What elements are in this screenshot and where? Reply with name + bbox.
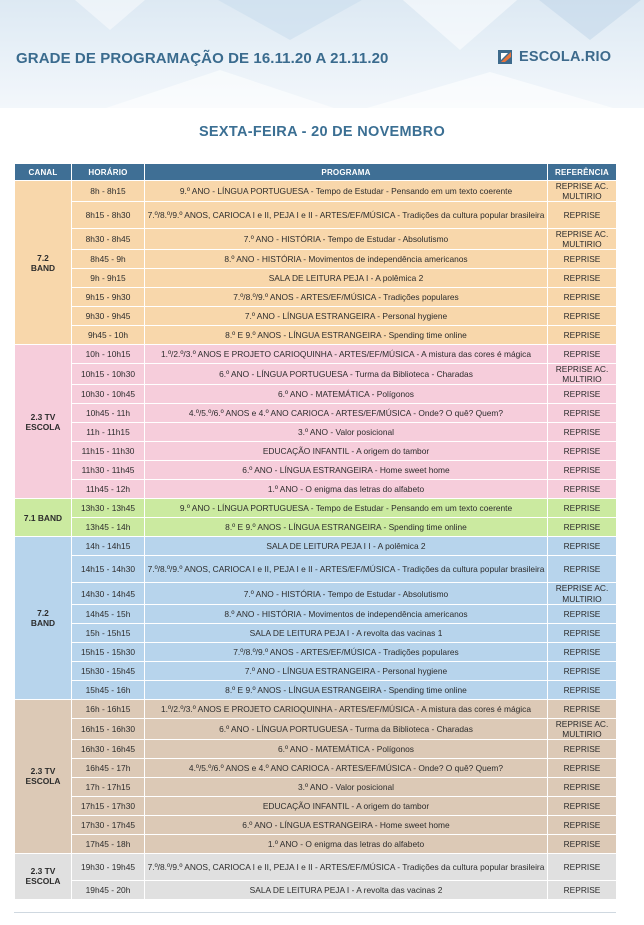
time-cell: 8h - 8h15 — [72, 181, 145, 202]
time-cell: 14h30 - 14h45 — [72, 583, 145, 604]
table-row — [15, 385, 617, 404]
reference-cell: REPRISE — [548, 202, 617, 229]
reference-cell: REPRISE — [548, 250, 617, 269]
reference-cell: REPRISE — [548, 385, 617, 404]
time-cell: 19h30 - 19h45 — [72, 853, 145, 880]
program-cell: 6.º ANO - MATEMÁTICA - Polígonos — [145, 739, 548, 758]
escola-rio-logo — [498, 46, 611, 68]
program-cell: 7.º/8.º/9.º ANOS, CARIOCA I e II, PEJA I e II - ARTES/EF/MÚSICA - Tradições da cultura popular brasileira — [145, 556, 548, 583]
canal-cell — [15, 181, 72, 345]
time-cell: 16h45 - 17h — [72, 758, 145, 777]
reference-cell: REPRISE — [548, 699, 617, 718]
time-cell: 11h45 - 12h — [72, 480, 145, 499]
table-row — [15, 269, 617, 288]
table-row — [15, 604, 617, 623]
canal-cell — [15, 853, 72, 899]
time-cell: 16h - 16h15 — [72, 699, 145, 718]
time-cell: 14h - 14h15 — [72, 537, 145, 556]
time-cell: 8h45 - 9h — [72, 250, 145, 269]
canal-number: 7.2 — [37, 252, 49, 263]
program-cell: SALA DE LEITURA PEJA I I - A polêmica 2 — [145, 537, 548, 556]
logo-text: ESCOLA.RIO — [519, 49, 612, 65]
program-cell: 8.º E 9.º ANOS - LÍNGUA ESTRANGEIRA - Spending time online — [145, 680, 548, 699]
time-cell: 15h30 - 15h45 — [72, 661, 145, 680]
table-row — [15, 518, 617, 537]
table-row — [15, 815, 617, 834]
time-cell: 9h30 - 9h45 — [72, 307, 145, 326]
reference-cell: REPRISE — [548, 537, 617, 556]
time-cell: 13h45 - 14h — [72, 518, 145, 537]
program-cell: 6.º ANO - LÍNGUA PORTUGUESA - Turma da Biblioteca - Charadas — [145, 718, 548, 739]
program-cell: 7.º ANO - LÍNGUA ESTRANGEIRA - Personal hygiene — [145, 307, 548, 326]
reference-cell: REPRISE — [548, 642, 617, 661]
reference-cell: REPRISE — [548, 404, 617, 423]
reference-cell: REPRISE AC. MULTIRIO — [548, 583, 617, 604]
program-cell: 8.º E 9.º ANOS - LÍNGUA ESTRANGEIRA - Spending time online — [145, 518, 548, 537]
header-decoration — [40, 0, 180, 30]
reference-cell: REPRISE — [548, 758, 617, 777]
reference-cell: REPRISE — [548, 499, 617, 518]
time-cell: 10h - 10h15 — [72, 345, 145, 364]
table-row — [15, 583, 617, 604]
header-decoration — [360, 72, 620, 108]
reference-cell: REPRISE — [548, 796, 617, 815]
program-cell: 4.º/5.º/6.º ANOS e 4.º ANO CARIOCA - ARTES/EF/MÚSICA - Onde? O quê? Quem? — [145, 404, 548, 423]
canal-number: 7.1 BAND — [23, 512, 63, 523]
canal-number: 7.2 — [37, 607, 49, 618]
reference-cell: REPRISE — [548, 518, 617, 537]
time-cell: 13h30 - 13h45 — [72, 499, 145, 518]
time-cell: 15h45 - 16h — [72, 680, 145, 699]
table-row — [15, 229, 617, 250]
table-row — [15, 556, 617, 583]
program-cell: SALA DE LEITURA PEJA I - A revolta das vacinas 1 — [145, 623, 548, 642]
table-row — [15, 718, 617, 739]
header-decoration — [100, 70, 340, 108]
table-row — [15, 364, 617, 385]
time-cell: 11h30 - 11h45 — [72, 461, 145, 480]
program-cell: 7.º ANO - HISTÓRIA - Tempo de Estudar - Absolutismo — [145, 583, 548, 604]
program-cell: 3.º ANO - Valor posicional — [145, 777, 548, 796]
canal-cell — [15, 345, 72, 499]
header-decoration — [520, 0, 644, 40]
table-row — [15, 202, 617, 229]
table-row — [15, 834, 617, 853]
program-cell: EDUCAÇÃO INFANTIL - A origem do tambor — [145, 442, 548, 461]
reference-cell: REPRISE — [548, 307, 617, 326]
program-cell: 6.º ANO - LÍNGUA PORTUGUESA - Turma da Biblioteca - Charadas — [145, 364, 548, 385]
program-cell: 1.º/2.º/3.º ANOS E PROJETO CARIOQUINHA - ARTES/EF/MÚSICA - A mistura das cores é mágica — [145, 345, 548, 364]
table-row — [15, 739, 617, 758]
table-row — [15, 345, 617, 364]
reference-cell: REPRISE — [548, 880, 617, 899]
reference-cell: REPRISE — [548, 853, 617, 880]
table-row — [15, 796, 617, 815]
time-cell: 15h15 - 15h30 — [72, 642, 145, 661]
program-cell: EDUCAÇÃO INFANTIL - A origem do tambor — [145, 796, 548, 815]
canal-name: BAND — [30, 618, 56, 629]
table-row — [15, 699, 617, 718]
schedule-table — [14, 163, 617, 900]
time-cell: 10h15 - 10h30 — [72, 364, 145, 385]
schedule-title: GRADE DE PROGRAMAÇÃO DE 16.11.20 A 21.11.20 — [16, 50, 389, 67]
time-cell: 14h15 - 14h30 — [72, 556, 145, 583]
canal-cell — [15, 499, 72, 537]
table-row — [15, 250, 617, 269]
column-header-horario: HORÁRIO — [72, 164, 145, 181]
program-cell: 7.º/8.º/9.º ANOS - ARTES/EF/MÚSICA - Tradições populares — [145, 642, 548, 661]
table-row — [15, 288, 617, 307]
time-cell: 10h30 - 10h45 — [72, 385, 145, 404]
time-cell: 8h15 - 8h30 — [72, 202, 145, 229]
time-cell: 8h30 - 8h45 — [72, 229, 145, 250]
time-cell: 19h45 - 20h — [72, 880, 145, 899]
canal-number: 2.3 TV — [30, 766, 56, 777]
canal-cell — [15, 537, 72, 699]
table-row — [15, 758, 617, 777]
program-cell: 3.º ANO - Valor posicional — [145, 423, 548, 442]
program-cell: 9.º ANO - LÍNGUA PORTUGUESA - Tempo de Estudar - Pensando em um texto coerente — [145, 181, 548, 202]
time-cell: 17h45 - 18h — [72, 834, 145, 853]
reference-cell: REPRISE — [548, 834, 617, 853]
header-decoration — [200, 0, 380, 40]
program-cell: SALA DE LEITURA PEJA I - A revolta das vacinas 2 — [145, 880, 548, 899]
table-row — [15, 880, 617, 899]
time-cell: 15h - 15h15 — [72, 623, 145, 642]
program-cell: 7.º ANO - HISTÓRIA - Tempo de Estudar - Absolutismo — [145, 229, 548, 250]
canal-name: ESCOLA — [25, 876, 61, 887]
reference-cell: REPRISE — [548, 345, 617, 364]
reference-cell: REPRISE — [548, 326, 617, 345]
reference-cell: REPRISE AC. MULTIRIO — [548, 364, 617, 385]
time-cell: 9h45 - 10h — [72, 326, 145, 345]
reference-cell: REPRISE — [548, 623, 617, 642]
time-cell: 9h - 9h15 — [72, 269, 145, 288]
program-cell: 7.º ANO - LÍNGUA ESTRANGEIRA - Personal hygiene — [145, 661, 548, 680]
program-cell: 8.º ANO - HISTÓRIA - Movimentos de independência americanos — [145, 250, 548, 269]
canal-number: 2.3 TV — [30, 866, 56, 877]
canal-name: BAND — [30, 262, 56, 273]
bottom-divider — [14, 912, 616, 913]
reference-cell: REPRISE — [548, 442, 617, 461]
table-row — [15, 680, 617, 699]
reference-cell: REPRISE — [548, 680, 617, 699]
column-header-referencia: REFERÊNCIA — [548, 164, 617, 181]
table-row — [15, 623, 617, 642]
table-row — [15, 423, 617, 442]
page-header — [0, 0, 644, 108]
program-cell: 9.º ANO - LÍNGUA PORTUGUESA - Tempo de Estudar - Pensando em um texto coerente — [145, 499, 548, 518]
table-row — [15, 326, 617, 345]
table-row — [15, 642, 617, 661]
reference-cell: REPRISE — [548, 269, 617, 288]
canal-name: ESCOLA — [25, 421, 61, 432]
column-header-programa: PROGRAMA — [145, 164, 548, 181]
escola-rio-logo-icon — [498, 48, 514, 66]
table-row — [15, 404, 617, 423]
table-row — [15, 307, 617, 326]
reference-cell: REPRISE AC. MULTIRIO — [548, 181, 617, 202]
table-row — [15, 661, 617, 680]
table-row — [15, 537, 617, 556]
time-cell: 16h15 - 16h30 — [72, 718, 145, 739]
program-cell: 8.º ANO - HISTÓRIA - Movimentos de independência americanos — [145, 604, 548, 623]
table-row — [15, 853, 617, 880]
header-decoration — [380, 0, 540, 50]
table-row — [15, 480, 617, 499]
canal-number: 2.3 TV — [30, 411, 56, 422]
column-header-canal: CANAL — [15, 164, 72, 181]
time-cell: 17h15 - 17h30 — [72, 796, 145, 815]
program-cell: 1.º/2.º/3.º ANOS E PROJETO CARIOQUINHA - ARTES/EF/MÚSICA - A mistura das cores é mágica — [145, 699, 548, 718]
reference-cell: REPRISE — [548, 661, 617, 680]
reference-cell: REPRISE — [548, 423, 617, 442]
reference-cell: REPRISE — [548, 777, 617, 796]
reference-cell: REPRISE — [548, 739, 617, 758]
table-row — [15, 499, 617, 518]
schedule-body — [15, 181, 617, 900]
reference-cell: REPRISE — [548, 815, 617, 834]
reference-cell: REPRISE — [548, 480, 617, 499]
reference-cell: REPRISE — [548, 288, 617, 307]
program-cell: 1.º ANO - O enigma das letras do alfabeto — [145, 480, 548, 499]
time-cell: 11h - 11h15 — [72, 423, 145, 442]
time-cell: 11h15 - 11h30 — [72, 442, 145, 461]
table-header-row — [15, 164, 617, 181]
reference-cell: REPRISE AC. MULTIRIO — [548, 718, 617, 739]
canal-cell — [15, 699, 72, 853]
program-cell: 6.º ANO - MATEMÁTICA - Polígonos — [145, 385, 548, 404]
program-cell: SALA DE LEITURA PEJA I - A polêmica 2 — [145, 269, 548, 288]
time-cell: 10h45 - 11h — [72, 404, 145, 423]
program-cell: 6.º ANO - LÍNGUA ESTRANGEIRA - Home sweet home — [145, 815, 548, 834]
time-cell: 17h - 17h15 — [72, 777, 145, 796]
program-cell: 4.º/5.º/6.º ANOS e 4.º ANO CARIOCA - ARTES/EF/MÚSICA - Onde? O quê? Quem? — [145, 758, 548, 777]
program-cell: 8.º E 9.º ANOS - LÍNGUA ESTRANGEIRA - Spending time online — [145, 326, 548, 345]
time-cell: 17h30 - 17h45 — [72, 815, 145, 834]
table-row — [15, 461, 617, 480]
time-cell: 9h15 - 9h30 — [72, 288, 145, 307]
day-title: SEXTA-FEIRA - 20 DE NOVEMBRO — [198, 124, 446, 140]
table-row — [15, 442, 617, 461]
reference-cell: REPRISE AC. MULTIRIO — [548, 229, 617, 250]
program-cell: 7.º/8.º/9.º ANOS, CARIOCA I e II, PEJA I e II - ARTES/EF/MÚSICA - Tradições da cultura popular brasileira — [145, 202, 548, 229]
table-row — [15, 181, 617, 202]
program-cell: 1.º ANO - O enigma das letras do alfabeto — [145, 834, 548, 853]
time-cell: 16h30 - 16h45 — [72, 739, 145, 758]
reference-cell: REPRISE — [548, 461, 617, 480]
time-cell: 14h45 - 15h — [72, 604, 145, 623]
reference-cell: REPRISE — [548, 604, 617, 623]
program-cell: 7.º/8.º/9.º ANOS - ARTES/EF/MÚSICA - Tradições populares — [145, 288, 548, 307]
program-cell: 6.º ANO - LÍNGUA ESTRANGEIRA - Home sweet home — [145, 461, 548, 480]
table-row — [15, 777, 617, 796]
program-cell: 7.º/8.º/9.º ANOS, CARIOCA I e II, PEJA I e II - ARTES/EF/MÚSICA - Tradições da cultura popular brasileira — [145, 853, 548, 880]
canal-name: ESCOLA — [25, 776, 61, 787]
reference-cell: REPRISE — [548, 556, 617, 583]
